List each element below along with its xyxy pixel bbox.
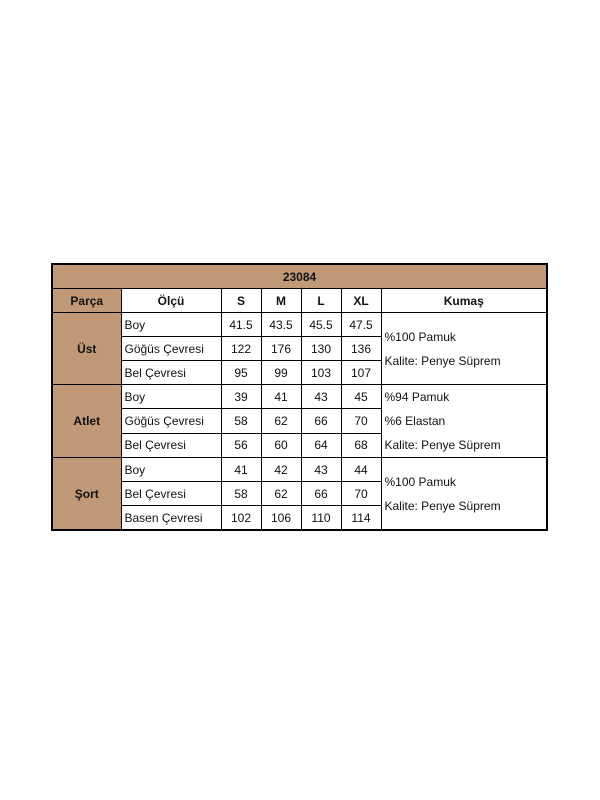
fabric-line: Kalite: Penye Süprem xyxy=(384,353,501,368)
size-value: 114 xyxy=(341,506,381,531)
table-row xyxy=(52,313,547,337)
size-value: 130 xyxy=(301,337,341,361)
fabric-line: %94 Pamuk xyxy=(384,390,450,404)
fabric-info xyxy=(381,458,547,531)
part-name: Şort xyxy=(52,458,121,531)
header-row xyxy=(52,289,547,313)
size-value: 136 xyxy=(341,337,381,361)
size-value: 47.5 xyxy=(341,313,381,337)
size-value: 45 xyxy=(341,385,381,409)
measure-name: Bel Çevresi xyxy=(121,482,221,506)
size-value: 58 xyxy=(221,482,261,506)
size-value: 41 xyxy=(221,458,261,482)
table-row xyxy=(52,458,547,482)
size-value: 58 xyxy=(221,409,261,433)
size-value: 41.5 xyxy=(221,313,261,337)
size-value: 44 xyxy=(341,458,381,482)
size-value: 45.5 xyxy=(301,313,341,337)
size-value: 56 xyxy=(221,433,261,457)
size-value: 176 xyxy=(261,337,301,361)
size-value: 41 xyxy=(261,385,301,409)
measure-name: Boy xyxy=(121,458,221,482)
fabric-line: Kalite: Penye Süprem xyxy=(384,498,501,513)
size-chart-table xyxy=(51,263,548,531)
measure-name: Boy xyxy=(121,313,221,337)
product-code: 23084 xyxy=(52,264,547,289)
size-value: 66 xyxy=(301,482,341,506)
part-name: Üst xyxy=(52,313,121,385)
size-value: 68 xyxy=(341,433,381,457)
size-value: 43 xyxy=(301,385,341,409)
size-value: 106 xyxy=(261,506,301,531)
fabric-line: %100 Pamuk xyxy=(384,329,456,344)
size-value: 103 xyxy=(301,361,341,385)
size-value: 64 xyxy=(301,433,341,457)
fabric-line: %6 Elastan xyxy=(384,414,446,428)
size-value: 42 xyxy=(261,458,301,482)
size-value: 39 xyxy=(221,385,261,409)
header-fabric: Kumaş xyxy=(381,289,547,313)
measure-name: Basen Çevresi xyxy=(121,506,221,531)
size-chart-body xyxy=(52,264,547,530)
fabric-info xyxy=(381,385,547,458)
header-part: Parça xyxy=(52,289,121,313)
measure-name: Göğüs Çevresi xyxy=(121,409,221,433)
part-name: Atlet xyxy=(52,385,121,458)
size-value: 66 xyxy=(301,409,341,433)
header-size-s: S xyxy=(221,289,261,313)
size-value: 70 xyxy=(341,482,381,506)
size-value: 122 xyxy=(221,337,261,361)
size-value: 62 xyxy=(261,409,301,433)
fabric-line: Kalite: Penye Süprem xyxy=(384,438,501,452)
header-size-xl: XL xyxy=(341,289,381,313)
title-row xyxy=(52,264,547,289)
header-size-m: M xyxy=(261,289,301,313)
fabric-info xyxy=(381,313,547,385)
fabric-line: %100 Pamuk xyxy=(384,474,456,489)
size-value: 70 xyxy=(341,409,381,433)
size-value: 95 xyxy=(221,361,261,385)
size-value: 60 xyxy=(261,433,301,457)
size-value: 107 xyxy=(341,361,381,385)
table-row xyxy=(52,385,547,409)
size-value: 62 xyxy=(261,482,301,506)
measure-name: Göğüs Çevresi xyxy=(121,337,221,361)
size-value: 43.5 xyxy=(261,313,301,337)
measure-name: Bel Çevresi xyxy=(121,361,221,385)
measure-name: Bel Çevresi xyxy=(121,433,221,457)
measure-name: Boy xyxy=(121,385,221,409)
size-value: 102 xyxy=(221,506,261,531)
size-value: 43 xyxy=(301,458,341,482)
size-value: 99 xyxy=(261,361,301,385)
header-measure: Ölçü xyxy=(121,289,221,313)
header-size-l: L xyxy=(301,289,341,313)
size-value: 110 xyxy=(301,506,341,531)
